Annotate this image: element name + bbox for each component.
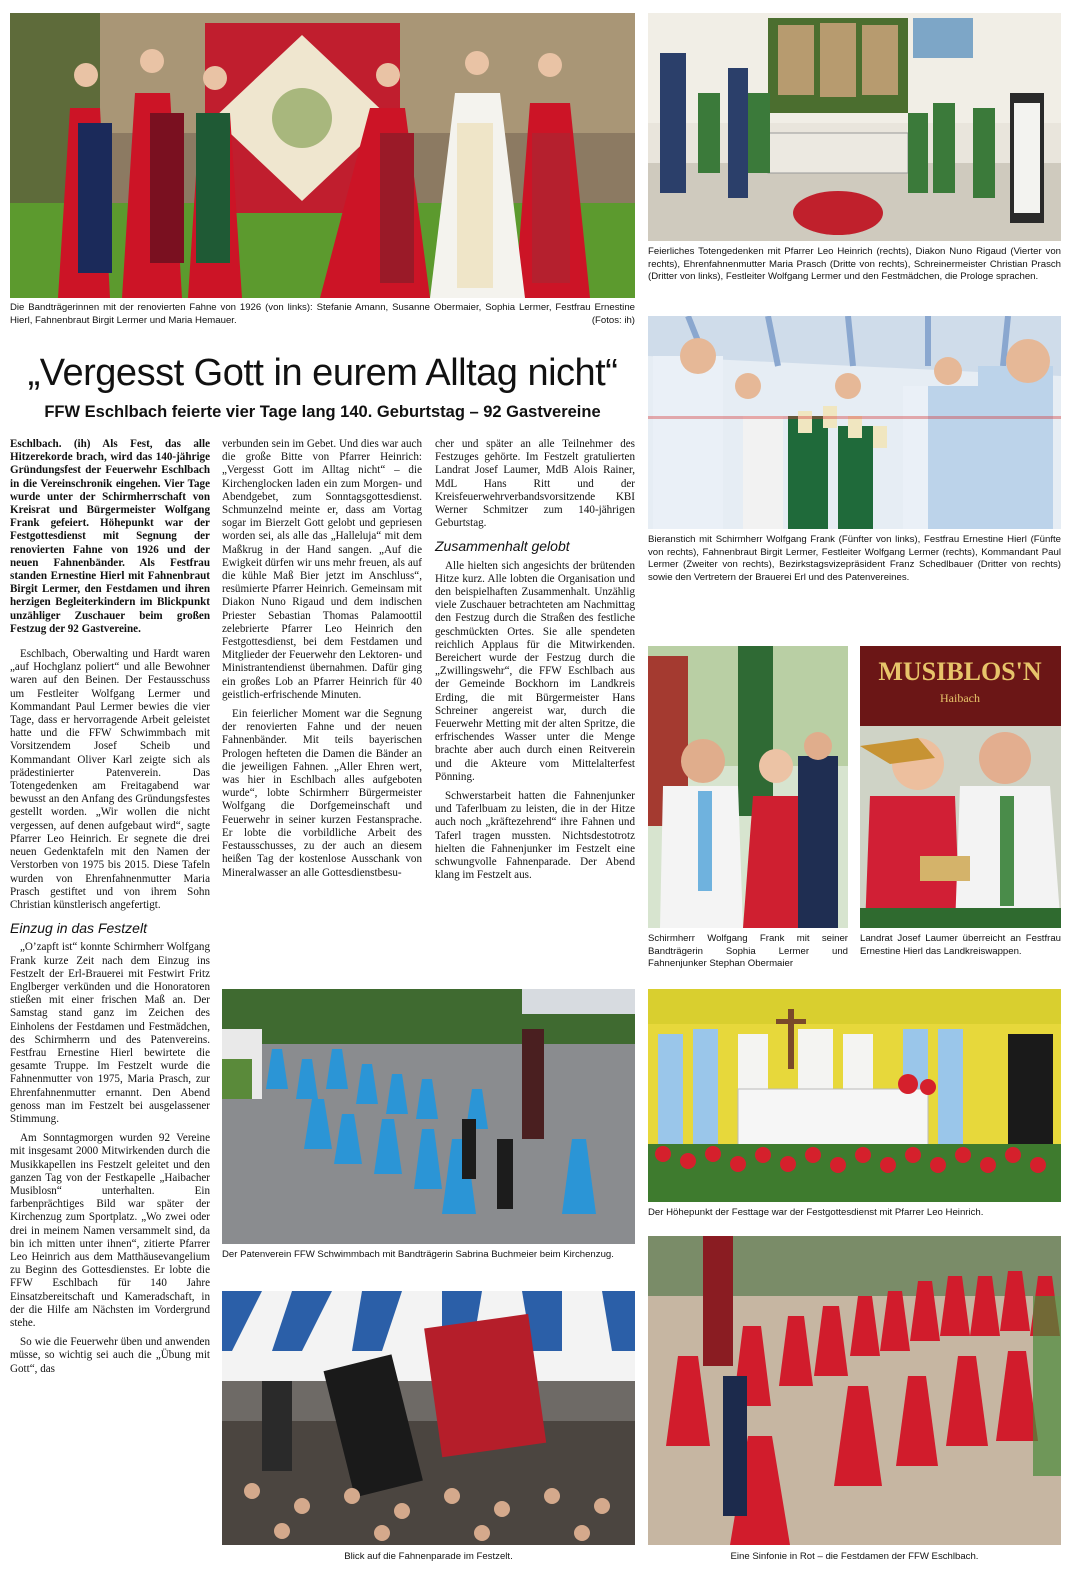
article-paragraph: Schwerstarbeit hatten die Fahnenjunker und Taferlbuam zu leisten, die in der Hitze auch noch „kräftezehrend“ ihre Fahnen und Taferl tragen mussten. Nichtsdestotrotz hielten die Fahnenjunker im Festzelt eine schwungvolle Fahnenparade. Der Abend klang im Festzelt aus. bbox=[435, 790, 635, 882]
article-headline: „Vergesst Gott in eurem Alltag nicht“ bbox=[27, 352, 618, 394]
caption-mass: Der Höhepunkt der Festtage war der Festgottesdienst mit Pfarrer Leo Heinrich. bbox=[648, 1207, 984, 1218]
section-heading: Zusammenhalt gelobt bbox=[435, 538, 570, 555]
photo-laumer bbox=[860, 646, 1061, 928]
caption-parade-blue: Der Patenverein FFW Schwimmbach mit Bandträgerin Sabrina Buchmeier beim Kirchenzug. bbox=[222, 1249, 614, 1260]
photo-tapping bbox=[648, 316, 1061, 529]
article-paragraph: Ein feierlicher Moment war die Segnung der renovierten Fahne und der neuen Fahnenbänder. Mit teils bayerischen Prologen hefteten die Damen die Bänder an die jeweiligen Fahnen. „Aller Ehren wert, was hier in Eschlbach alles aufgeboten wurde“, lobte Schirmherr Bürgermeister Wolfgang die Dorfgemeinschaft und Feuerwehr in seiner kurzen Festansprache. Er lobte die vorbildliche Arbeit des Festausschusses, zu der auch an diesem heißen Tag der kostenlose Ausschank von Mineralwasser an alle Gottesdienstbesu- bbox=[222, 708, 422, 879]
photo-parade-blue bbox=[222, 989, 635, 1244]
photo-frank-sophia bbox=[648, 646, 848, 928]
photo-credit: (Fotos: ih) bbox=[591, 314, 635, 326]
photo-flag-parade bbox=[222, 1291, 635, 1545]
section-heading: Einzug in das Festzelt bbox=[10, 920, 147, 937]
caption-laumer: Landrat Josef Laumer überreicht an Festfrau Ernestine Hierl das Landkreiswappen. bbox=[860, 933, 1061, 957]
photo-red-procession bbox=[648, 1236, 1061, 1545]
sign-haibach: Haibach bbox=[940, 691, 980, 705]
photo-ribbon-bearers bbox=[10, 13, 635, 298]
article-paragraph: Eschlbach, Oberwalting und Hardt waren „auf Hochglanz poliert“ und alle Bewohner waren auf den Beinen. Der Festausschuss um Festleiter Wolfgang Lermer und Kommandant Paul Lermer bewies die vier Tage, dass er hervorragende Arbeit geleistet hatte und die FFW Schwimmbach mit Vorsitzendem Josef Scheib und Kommandant Oliver Karl zeigte sich als prädestinierter Patenverein. Das Totengedenken am Freitagabend war bewusst an den Anfang des Gründungsfestes gestellt worden. „Wir wollen die nicht vergessen, auf denen aufgebaut wird“, sagte Pfarrer Leo Heinrich. Er segnete die drei neuen Gedenktafeln mit den Namen der Verstorben von 1975 bis 2015. Diese Tafeln wurden von Ehrenfahnenmutter Maria Prasch gestiftet und von ihrem Sohn Christian künstlerisch angefertigt. bbox=[10, 648, 210, 911]
article-paragraph: verbunden sein im Gebet. Und dies war auch die große Bitte von Pfarrer Heinrich: „Vergesst Gott im Alltag nicht“ – die Kirchenglocken laden ein zum Morgen- und Abendgebet, zum Sonntagsgottesdienst. Schmunzelnd meinte er, dass am Vortag sogar im Bierzelt Gott gelobt und gepriesen worden sei, als alle das „Halleluja“ mit dem Maßkrug in der Hand sangen. „Auf die Ewigkeit dürfen wir uns mehr freuen, als auf die kühle Maß Bier jetzt im Anschluss“, resümierte Pfarrer Heinrich. Gemeinsam mit Diakon Nuno Rigaud und dem indischen Priester Sebastian Thomas Palamoottil zelebrierte Pfarrer Leo Heinrich den Festgottesdienst, bei dem Festdamen und Mitglieder der Feuerwehr den Lektoren- und Ministrantendienst übernahmen. Dafür ging ein großes Lob an Pfarrer Heinrich für 40 geistlich-erfrischende Minuten. bbox=[222, 438, 422, 701]
caption-flag-parade: Blick auf die Fahnenparade im Festzelt. bbox=[344, 1551, 513, 1562]
article-column-2 bbox=[222, 438, 422, 880]
photo-mass bbox=[648, 989, 1061, 1202]
caption-tapping: Bieranstich mit Schirmherr Wolfgang Frank (Fünfter von links), Festfrau Ernestine Hierl (Fünfte von rechts), Fahnenbraut Birgit Lermer, Festleiter Wolfgang Lermer (rechts), Kommandant Paul Lermer (Zweiter von rechts), Bezirkstagsvizepräsident Franz Schedlbauer (Dritter von rechts) sowie den Vertretern der Brauerei Erl und des Patenvereines. bbox=[648, 534, 1061, 583]
article-subheadline: FFW Eschlbach feierte vier Tage lang 140. Geburtstag – 92 Gastvereine bbox=[44, 403, 601, 421]
article-paragraph: So wie die Feuerwehr üben und anwenden müsse, so wichtig sei auch die „Übung mit Gott“, das bbox=[10, 1336, 210, 1375]
article-column-1 bbox=[10, 438, 210, 1376]
article-column-3 bbox=[435, 438, 635, 883]
caption-text: Die Bandträgerinnen mit der renovierten Fahne von 1926 (von links): Stefanie Amann, Susanne Obermaier, Sophia Lermer, Festfrau Ernestine Hierl, Fahnenbraut Birgit Lermer und Maria Hemauer. bbox=[10, 302, 635, 326]
article-paragraph: cher und später an alle Teilnehmer des Festzuges gehörte. Im Festzelt gratulierten Landrat Josef Laumer, MdB Alois Rainer, MdL Hans Ritt und der Kreisfeuerwehrverbandsvorsitzende KBI Werner Schmitzer zum 140-jährigen Geburtstag. bbox=[435, 438, 635, 530]
article-paragraph: „O’zapft ist“ konnte Schirmherr Wolfgang Frank kurze Zeit nach dem Einzug ins Festzelt der Erl-Brauerei mit Festwirt Fritz Englberger verkünden und die Honoratoren stießen mit einer frischen Maß an. Der Samstag stand ganz im Zeichen des Einholens der Festdamen und Festmädchen, des Schirmherrn und des Patenvereins. Festfrau Ernestine Hierl bewirtete die gesamte Truppe. Im Festzelt wurde die Fahnenmutter von 1975, Maria Prasch, zur Ehrenfahnenmutter ernannt. Den Abend genoss man im Festzelt bei ausgelassener Stimmung. bbox=[10, 941, 210, 1125]
article-paragraph: Alle hielten sich angesichts der brütenden Hitze kurz. Alle lobten die Organisation und den beispielhaften Zusammenhalt. Unzählig viele Zuschauer betrachteten am Nachmittag den Festzug durch die Straßen des festliche geschmückten Ortes. Sie alle spendeten reichlich Applaus für die Mitwirkenden. Bereichert wurde der Festzug durch die „Zwillingswehr“, die FFW Eschlbach aus der Gemeinde Bockhorn im Landkreis Erding, die mit Bürgermeister Hans Schreiner angereist war, durch die Feuerwehr Metting mit der alten Spritze, die erfrischendes Wasser unter die Menge brachte aber auch durch einen Reitverein und die Akteure vom Mittelalterfest Pönning. bbox=[435, 559, 635, 783]
photo-memorial bbox=[648, 13, 1061, 241]
article-lead: Eschlbach. (ih) Als Fest, das alle Hitzerekorde brach, wird das 140-jährige Gründungsfest der Feuerwehr Eschlbach in die Vereinschronik eingehen. Vier Tage wurde unter der Schirmherrschaft von Kreisrat und Bürgermeister Wolfgang Frank gefeiert. Höhepunkt war der Festgottesdienst mit Segnung der renovierten Fahne von 1926 und der neuen Fahnenbänder. Als Festfrau standen Ernestine Hierl mit Fahnenbraut Birgit Lermer, den Festdamen und ihren herzigen Begleiterkindern im Blickpunkt unzähliger Zuschauer beim großen Festzug der 92 Gastvereine. bbox=[10, 438, 210, 635]
caption-frank-sophia: Schirmherr Wolfgang Frank mit seiner Bandträgerin Sophia Lermer und Fahnenjunker Stephan Obermaier bbox=[648, 933, 848, 970]
sign-musiblosn: MUSIBLOS'N bbox=[878, 657, 1042, 686]
caption-ribbon-bearers bbox=[10, 302, 635, 327]
article-paragraph: Am Sonntagmorgen wurden 92 Vereine mit insgesamt 2000 Mitwirkenden durch die Musikkapellen ins Festzelt geleitet und den ganzen Tag von der Festkapelle „Haibacher Musiblosn“ unterhalten. Ein farbenprächtiges Bild war später der Kirchenzug zum Sportplatz. „Wo zwei oder drei in meinem Namen versammelt sind, da bin ich mitten unter ihnen“, zitierte Pfarrer Leo Heinrich aus dem Matthäusevangelium zu Beginn des Gottesdienstes. Er lobte die FFW Eschlbach für 140 Jahre Einsatzbereitschaft und Kameradschaft, in der die Hilfe am Nächsten im Vordergrund stehe. bbox=[10, 1132, 210, 1329]
caption-memorial: Feierliches Totengedenken mit Pfarrer Leo Heinrich (rechts), Diakon Nuno Rigaud (Vierter von rechts), Ehrenfahnenmutter Maria Prasch (Dritte von rechts), Schreinermeister Christian Prasch (Dritter von links), Festleiter Wolfgang Lermer und den Festmädchen, die Prologe sprachen. bbox=[648, 246, 1061, 283]
caption-red-procession: Eine Sinfonie in Rot – die Festdamen der FFW Eschlbach. bbox=[730, 1551, 979, 1562]
